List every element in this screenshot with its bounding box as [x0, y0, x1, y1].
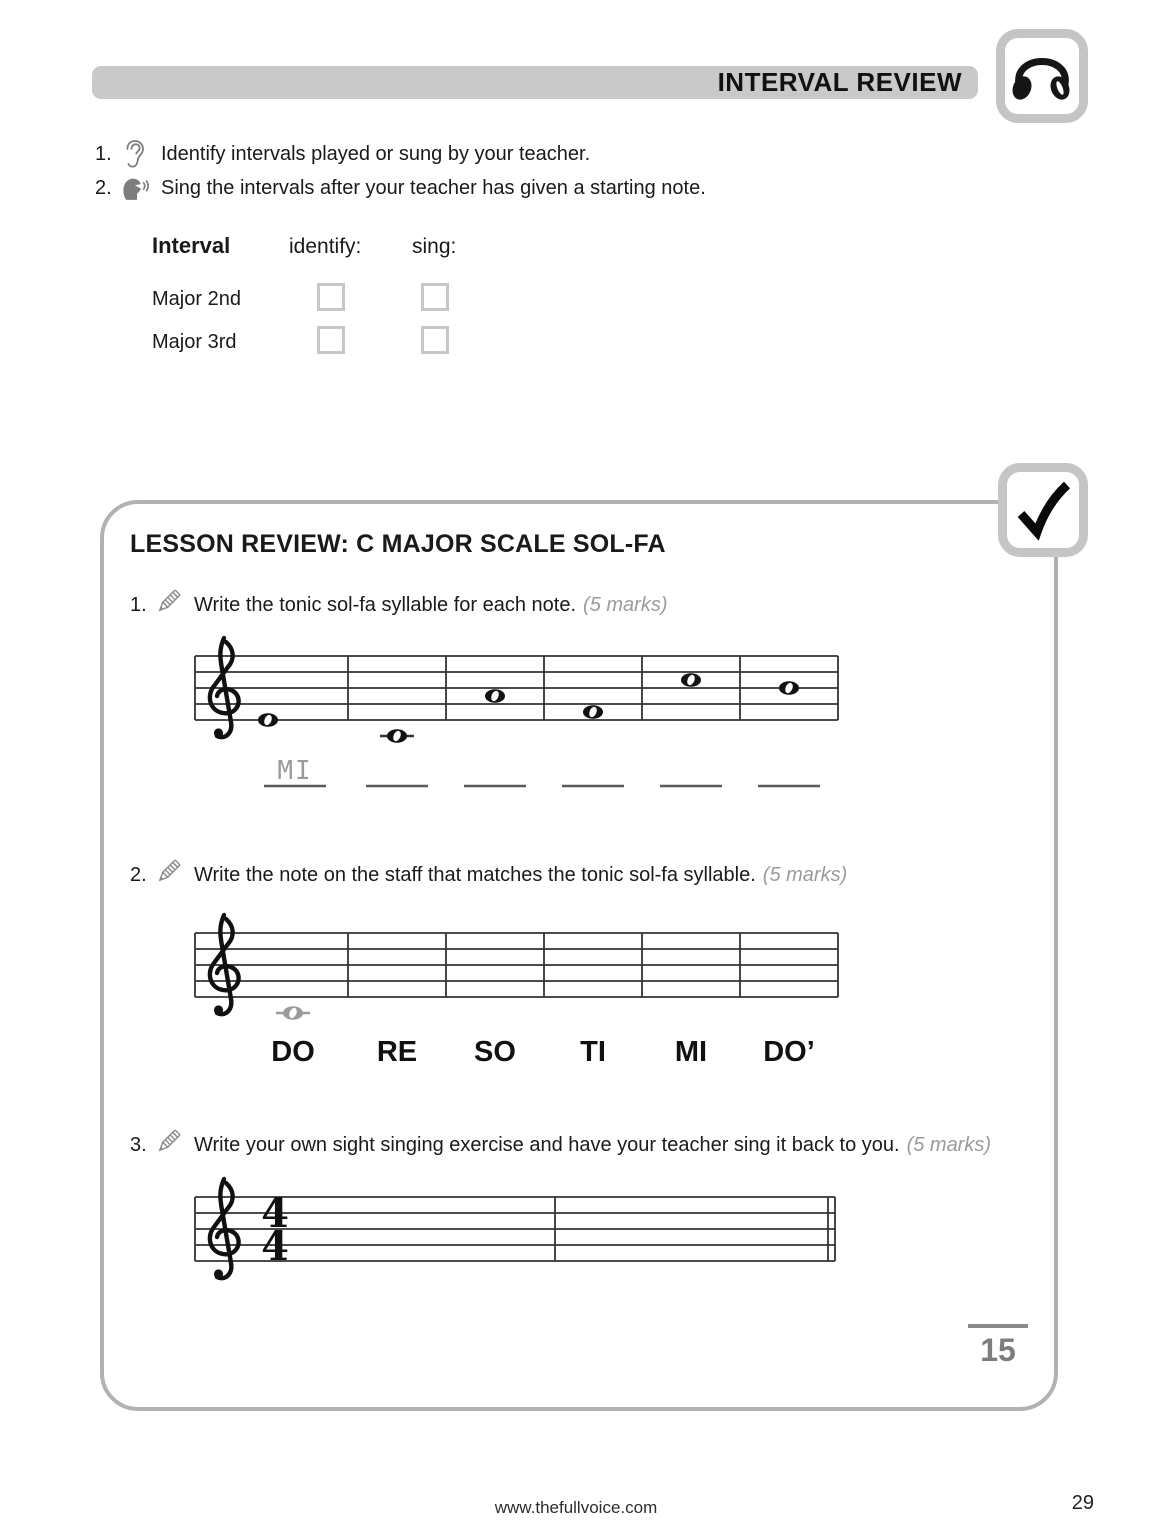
time-signature: 4 — [261, 1223, 289, 1270]
solfa-label: TI — [580, 1036, 606, 1068]
lesson-review-box — [100, 500, 1058, 1411]
question-text: Write the note on the staff that matches the tonic sol-fa syllable. (5 marks) — [194, 864, 848, 886]
question-3-staff — [187, 1159, 847, 1316]
whole-note — [387, 729, 407, 743]
whole-note — [258, 713, 278, 727]
instruction-text: Sing the intervals after your teacher has given a starting note. — [161, 177, 706, 199]
question-number: 3. — [130, 1134, 147, 1156]
question-2-staff — [187, 893, 847, 1082]
question-row — [130, 1123, 991, 1157]
checkbox-major2nd-sing[interactable] — [421, 283, 449, 311]
question-text: Write your own sight singing exercise and have your teacher sing it back to you. (5 marks) — [194, 1134, 992, 1156]
solfa-label: RE — [376, 1036, 418, 1068]
whole-note — [485, 689, 505, 703]
pencil-icon — [154, 1128, 182, 1162]
question-1-staff — [187, 616, 847, 821]
speaking-head-icon — [119, 174, 153, 203]
lesson-title: LESSON REVIEW: C MAJOR SCALE SOL-FA — [130, 530, 666, 558]
whole-note — [583, 705, 603, 719]
interval-row-label: Major 3rd — [152, 331, 237, 353]
identify-column-header: identify: — [289, 235, 362, 258]
headphones-icon — [996, 29, 1088, 123]
interval-row-label: Major 2nd — [152, 288, 241, 310]
checkbox-major2nd-identify[interactable] — [317, 283, 345, 311]
solfa-label: MI — [674, 1036, 708, 1068]
section-header-bar — [92, 66, 978, 99]
interval-column-header: Interval — [152, 233, 231, 258]
instruction-text: Identify intervals played or sung by your teacher. — [161, 142, 591, 165]
question-2-staff — [187, 893, 847, 1077]
score-blank-line — [968, 1324, 1028, 1328]
whole-note — [681, 673, 701, 687]
handwritten-answer: MI — [277, 756, 313, 786]
solfa-label: SO — [474, 1036, 516, 1068]
question-number: 1. — [130, 594, 147, 616]
solfa-label: DO — [271, 1036, 315, 1068]
question-row — [130, 853, 847, 887]
footer-website: www.thefullvoice.com — [494, 1498, 658, 1517]
page-number: 29 — [1071, 1492, 1094, 1514]
solfa-label: DO’ — [763, 1036, 815, 1068]
instruction-number: 2. — [95, 177, 112, 199]
marks-label: (5 marks) — [583, 594, 668, 616]
marks-label: (5 marks) — [906, 1134, 992, 1156]
question-row — [130, 583, 668, 617]
checkbox-major3rd-sing[interactable] — [421, 326, 449, 354]
sing-column-header: sing: — [412, 235, 457, 258]
checkmark-icon — [998, 463, 1088, 557]
checkbox-major3rd-identify[interactable] — [317, 326, 345, 354]
pencil-icon — [154, 858, 182, 892]
instruction-number: 1. — [95, 142, 112, 165]
whole-note — [283, 1006, 303, 1020]
instruction-row — [95, 174, 706, 203]
page-title: INTERVAL REVIEW — [717, 67, 962, 97]
time-signature: 4 — [261, 1190, 289, 1237]
question-number: 2. — [130, 864, 147, 886]
question-3-staff — [187, 1159, 847, 1311]
instruction-row — [95, 138, 590, 170]
pencil-icon — [154, 588, 182, 622]
score-total: 15 — [980, 1332, 1016, 1368]
marks-label: (5 marks) — [762, 864, 848, 886]
ear-icon — [119, 138, 153, 170]
question-1-staff — [187, 616, 847, 816]
question-text: Write the tonic sol-fa syllable for each note. (5 marks) — [194, 594, 668, 616]
whole-note — [779, 681, 799, 695]
